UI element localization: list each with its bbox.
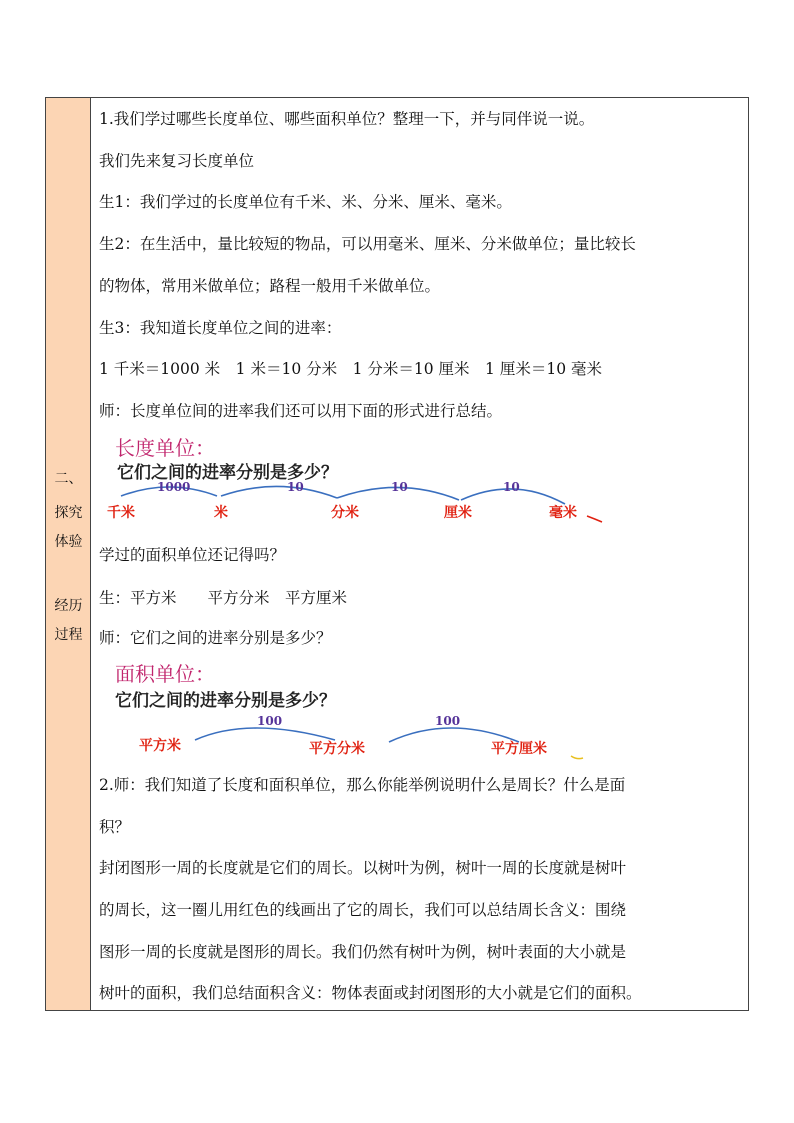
paragraph-line: 积？ <box>99 818 131 836</box>
section-number: 二、 <box>54 471 83 487</box>
rates-line: 1 千米＝1000 米 1 米＝10 分米 1 分米＝10 厘米 1 厘米＝10 毫米 <box>99 360 602 378</box>
paragraph-line: 树叶的面积，我们总结面积含义：物体表面或封闭图形的大小就是它们的面积。 <box>99 984 642 1002</box>
unit-label: 米 <box>214 505 228 521</box>
lesson-table <box>45 97 749 1011</box>
paragraph-line: 我们先来复习长度单位 <box>99 152 255 170</box>
length-units-figure <box>99 434 609 528</box>
length-figure-title: 长度单位： <box>115 436 215 460</box>
tail-mark <box>587 516 602 522</box>
paragraph-line: 生：平方米 平方分米 平方厘米 <box>99 589 348 607</box>
unit-label: 分米 <box>331 505 359 521</box>
rate-label: 100 <box>435 714 461 728</box>
paragraph-line: 生1：我们学过的长度单位有千米、米、分米、厘米、毫米。 <box>99 193 512 211</box>
unit-label: 平方米 <box>139 738 181 754</box>
unit-label: 千米 <box>107 505 135 521</box>
paragraph-line: 的物体，常用米做单位；路程一般用千米做单位。 <box>99 277 441 295</box>
tail-mark <box>571 756 583 759</box>
paragraph-line: 师：它们之间的进率分别是多少？ <box>99 629 332 647</box>
area-figure-title: 面积单位： <box>115 662 215 686</box>
area-figure-question: 它们之间的进率分别是多少？ <box>115 691 336 711</box>
paragraph-line: 封闭图形一周的长度就是它们的周长。以树叶为例，树叶一周的长度就是树叶 <box>99 859 627 877</box>
unit-label: 平方厘米 <box>491 741 547 757</box>
paragraph-line: 师：长度单位间的进率我们还可以用下面的形式进行总结。 <box>99 402 503 420</box>
unit-label: 平方分米 <box>309 741 365 757</box>
paragraph-line: 图形一周的长度就是图形的周长。我们仍然有树叶为例，树叶表面的大小就是 <box>99 943 627 961</box>
paragraph-line: 1.我们学过哪些长度单位、哪些面积单位？整理一下，并与同伴说一说。 <box>99 110 595 128</box>
paragraph-line: 生2：在生活中，量比较短的物品，可以用毫米、厘米、分米做单位；量比较长 <box>99 235 636 253</box>
unit-label: 毫米 <box>549 505 577 521</box>
unit-label: 厘米 <box>444 505 472 521</box>
section-label-cell <box>46 98 91 1010</box>
paragraph-line: 的周长，这一圈儿用红色的线画出了它的周长，我们可以总结周长含义：围绕 <box>99 901 627 919</box>
rate-label: 1000 <box>157 480 191 494</box>
arc-2 <box>221 486 337 498</box>
area-units-figure <box>99 658 609 764</box>
section-label-4: 过程 <box>54 627 83 643</box>
paragraph-line: 生3：我知道长度单位之间的进率： <box>99 319 342 337</box>
section-label-3: 经历 <box>54 598 83 614</box>
length-figure-question: 它们之间的进率分别是多少？ <box>117 463 338 483</box>
rate-label: 10 <box>391 480 408 494</box>
rate-label: 10 <box>287 480 304 494</box>
rate-label: 10 <box>503 480 520 494</box>
section-label-1: 探究 <box>54 505 83 521</box>
section-label-2: 体验 <box>54 534 83 550</box>
rate-label: 100 <box>257 714 283 728</box>
paragraph-line: 2.师：我们知道了长度和面积单位，那么你能举例说明什么是周长？什么是面 <box>99 776 626 794</box>
paragraph-line: 学过的面积单位还记得吗？ <box>99 546 286 564</box>
